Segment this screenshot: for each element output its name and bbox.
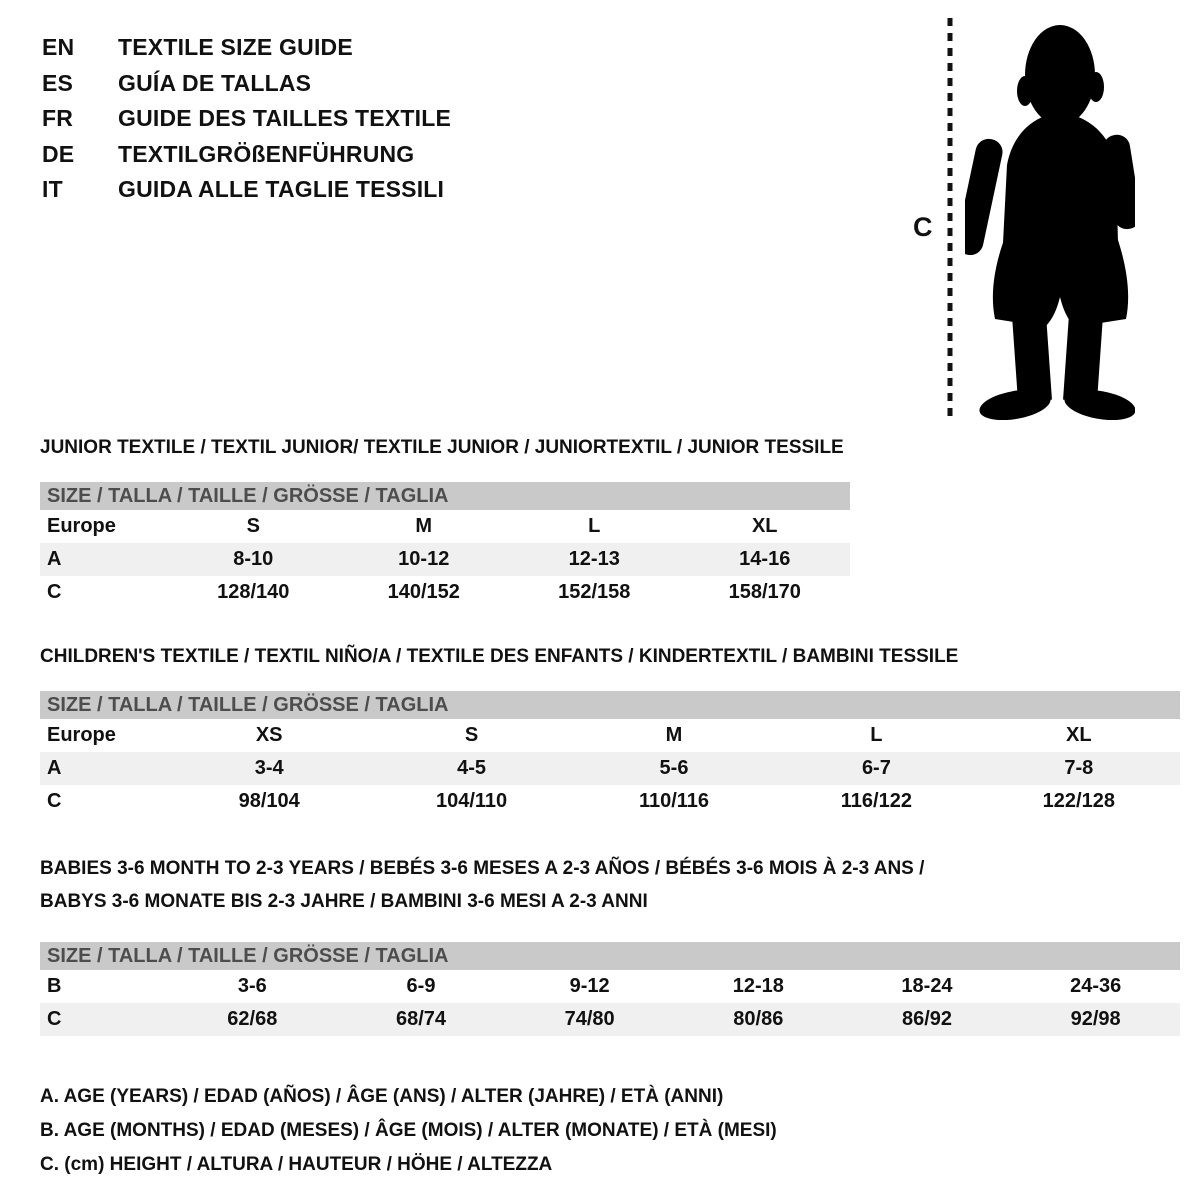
table-cell: 152/158 (558, 581, 631, 603)
table-cell: M (415, 515, 433, 537)
language-title: GUÍA DE TALLAS (118, 69, 312, 96)
table-row-c (40, 785, 1180, 818)
row-label: C (47, 790, 62, 812)
table-cell: 10-12 (398, 548, 450, 570)
table-row-b (40, 970, 1180, 1003)
junior-section (40, 437, 1180, 609)
table-row-c (40, 1003, 1180, 1036)
height-figure (905, 14, 1165, 426)
table-cell: 12-18 (732, 975, 784, 997)
table-cell: 5-6 (659, 757, 689, 779)
table-cell: 3-6 (237, 975, 267, 997)
measurement-legend (40, 1080, 1180, 1182)
table-cell: 80/86 (733, 1008, 784, 1030)
table-cell: 7-8 (1064, 757, 1094, 779)
table-cell: 6-9 (406, 975, 436, 997)
table-cell: 158/170 (728, 581, 801, 603)
language-row (42, 172, 451, 208)
table-cell: XL (751, 515, 778, 537)
table-cell: 68/74 (395, 1008, 447, 1030)
language-code: FR (42, 105, 74, 132)
language-row (42, 66, 451, 102)
babies-section-title (40, 852, 1180, 918)
table-cell: 24-36 (1070, 975, 1122, 997)
legend-line-a: A. AGE (YEARS) / EDAD (AÑOS) / ÂGE (ANS) / ALTER (JAHRE) / ETÀ (ANNI) (40, 1086, 724, 1107)
children-size-table (40, 691, 1180, 818)
babies-size-table (40, 942, 1180, 1036)
table-cell: 74/80 (564, 1008, 615, 1030)
size-table-header: SIZE / TALLA / TAILLE / GRÖSSE / TAGLIA (40, 942, 1180, 970)
children-section-title: CHILDREN'S TEXTILE / TEXTIL NIÑO/A / TEXTILE DES ENFANTS / KINDERTEXTIL / BAMBINI TESSILE (40, 646, 959, 667)
language-row (42, 101, 451, 137)
legend-line-b: B. AGE (MONTHS) / EDAD (MESES) / ÂGE (MOIS) / ALTER (MONATE) / ETÀ (MESI) (40, 1120, 777, 1141)
table-cell: 9-12 (569, 975, 610, 997)
table-row-europe (40, 510, 850, 543)
toddler-silhouette-icon (965, 25, 1135, 420)
babies-section (40, 852, 1180, 1036)
table-cell: 104/110 (435, 790, 508, 812)
table-cell: 110/116 (638, 790, 710, 812)
table-row-europe (40, 719, 1180, 752)
language-code: IT (42, 176, 63, 203)
legend-line-c: C. (cm) HEIGHT / ALTURA / HAUTEUR / HÖHE / ALTEZZA (40, 1154, 553, 1175)
table-cell: 122/128 (1042, 790, 1115, 812)
table-cell: 98/104 (238, 790, 300, 812)
language-title: GUIDE DES TAILLES TEXTILE (118, 105, 451, 132)
language-code: EN (42, 34, 75, 61)
row-label: C (47, 581, 62, 603)
table-cell: 12-13 (568, 548, 620, 570)
babies-title-line1: BABIES 3-6 MONTH TO 2-3 YEARS / BEBÉS 3-6 MESES A 2-3 AÑOS / BÉBÉS 3-6 MOIS À 2-3 ANS / (40, 858, 925, 879)
row-label: A (47, 548, 62, 570)
table-row-a (40, 752, 1180, 785)
table-row-c (40, 576, 850, 609)
table-cell: 3-4 (254, 757, 284, 779)
table-cell: L (588, 515, 601, 537)
table-cell: S (246, 515, 260, 537)
row-label: C (47, 1008, 62, 1030)
junior-size-table (40, 482, 850, 609)
row-label: Europe (47, 515, 116, 537)
table-cell: XL (1066, 724, 1092, 746)
table-cell: 14-16 (739, 548, 791, 570)
junior-section-title: JUNIOR TEXTILE / TEXTIL JUNIOR/ TEXTILE JUNIOR / JUNIORTEXTIL / JUNIOR TESSILE (40, 437, 844, 458)
table-cell: 86/92 (901, 1008, 953, 1030)
babies-title-line2: BABYS 3-6 MONATE BIS 2-3 JAHRE / BAMBINI 3-6 MESI A 2-3 ANNI (40, 891, 648, 912)
language-code: ES (42, 69, 74, 96)
table-cell: 8-10 (233, 548, 274, 570)
table-cell: M (665, 724, 683, 746)
language-header (42, 30, 451, 208)
language-title: GUIDA ALLE TAGLIE TESSILI (118, 176, 445, 203)
language-row (42, 137, 451, 173)
table-cell: 92/98 (1070, 1008, 1121, 1030)
row-label: A (47, 757, 62, 779)
row-label: Europe (47, 724, 116, 746)
table-cell: L (870, 724, 883, 746)
size-tables-area (40, 437, 1180, 1182)
table-cell: 140/152 (387, 581, 460, 603)
language-title: TEXTILGRÖßENFÜHRUNG (118, 140, 415, 167)
height-dashed-line (945, 18, 955, 422)
table-cell: S (464, 724, 479, 746)
language-row (42, 30, 451, 66)
table-cell: 128/140 (217, 581, 290, 603)
table-cell: XS (255, 724, 283, 746)
language-title: TEXTILE SIZE GUIDE (118, 34, 353, 61)
table-cell: 18-24 (901, 975, 953, 997)
table-row-a (40, 543, 850, 576)
table-cell: 62/68 (227, 1008, 278, 1030)
table-cell: 6-7 (861, 757, 891, 779)
language-code: DE (42, 140, 75, 167)
size-table-header: SIZE / TALLA / TAILLE / GRÖSSE / TAGLIA (40, 691, 1180, 719)
table-cell: 116/122 (840, 790, 912, 812)
size-table-header: SIZE / TALLA / TAILLE / GRÖSSE / TAGLIA (40, 482, 850, 510)
children-section (40, 646, 1180, 818)
row-label: B (47, 975, 62, 997)
height-measure-label: C (913, 212, 933, 242)
table-cell: 4-5 (457, 757, 487, 779)
